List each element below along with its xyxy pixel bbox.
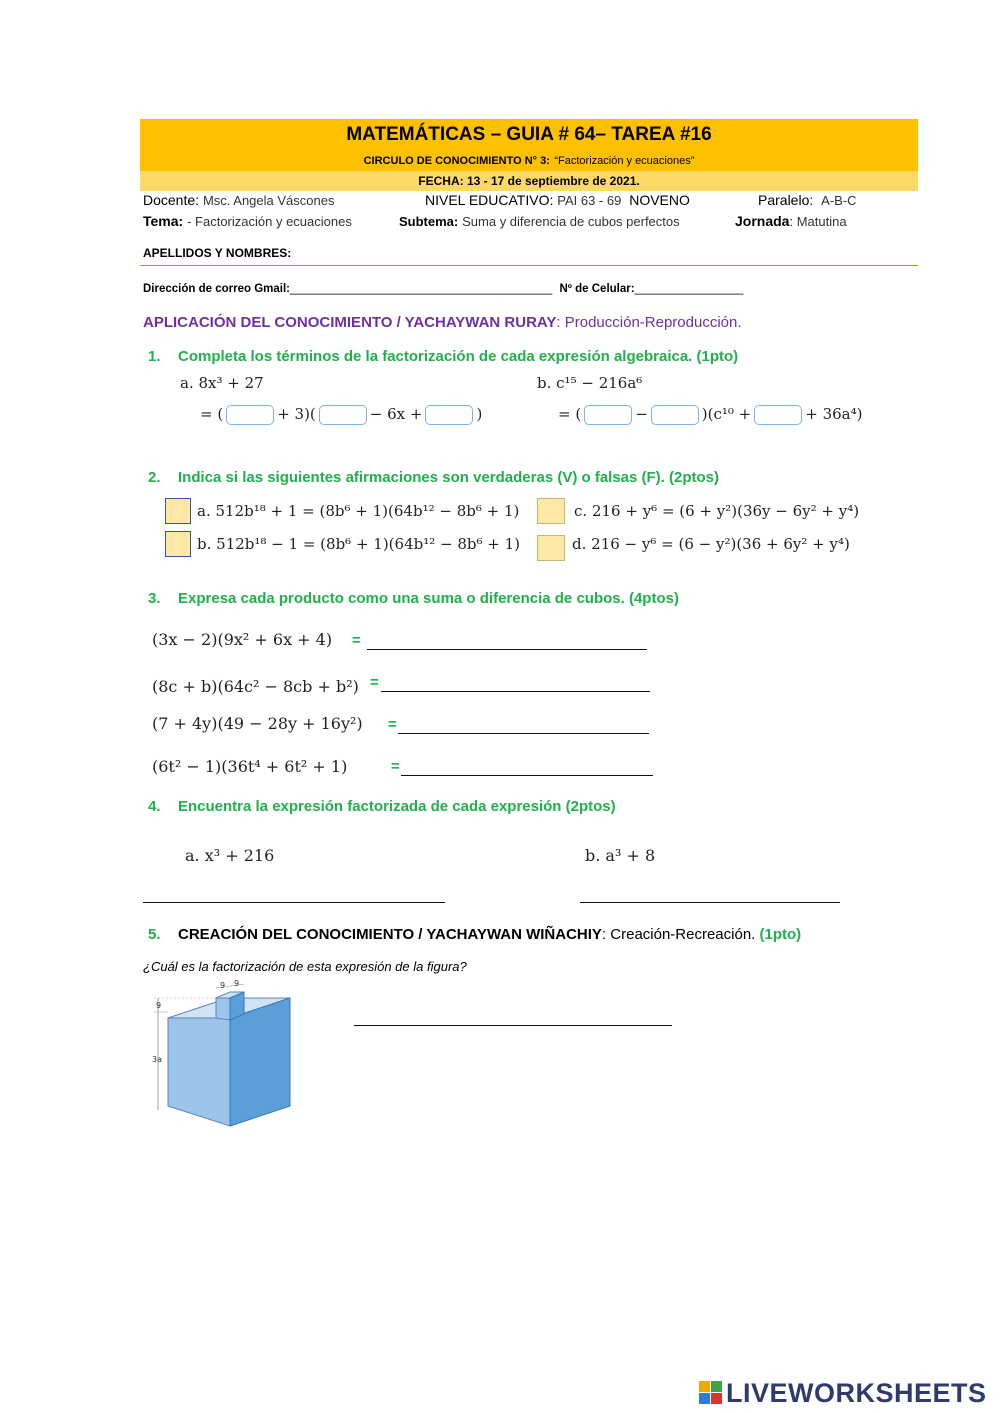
- q1-b-expr: c¹⁵ − 216a⁶: [556, 374, 643, 392]
- q2-a-expr: 512b¹⁸ + 1 = (8b⁶ + 1)(64b¹² − 8b⁶ + 1): [215, 502, 520, 520]
- big-cube-side: [230, 998, 290, 1126]
- dim-label-small-top-2: 9: [234, 979, 240, 988]
- q4-b-expr: a³ + 8: [605, 846, 656, 865]
- q2-c: [574, 502, 859, 520]
- q1-a-answer: [200, 405, 482, 425]
- nivel-label: NIVEL EDUCATIVO:: [425, 192, 554, 208]
- q1-b-part1: = (: [558, 405, 582, 423]
- q5-title-normal: : Creación-Recreación.: [601, 926, 756, 943]
- names-label: APELLIDOS Y NOMBRES:: [143, 246, 292, 260]
- q2-b-label: b.: [197, 535, 212, 553]
- q1-b-part3: )(c¹⁰ +: [701, 405, 752, 423]
- phone-field[interactable]: _________________: [634, 283, 744, 295]
- q1-a-label: a.: [180, 374, 194, 392]
- q5-title: [178, 926, 801, 943]
- q2-a: [197, 502, 519, 520]
- q1-a-part4: ): [476, 405, 483, 423]
- jornada-label: Jornada: [735, 213, 790, 229]
- q1-b-label: b.: [537, 374, 552, 392]
- q3-item-1-answer-line[interactable]: [367, 632, 647, 650]
- q4-a: [185, 846, 274, 865]
- nivel-row: [425, 192, 690, 208]
- q2-c-answer-box[interactable]: [537, 498, 565, 524]
- q4-b-label: b.: [585, 846, 601, 865]
- q2-d-answer-box[interactable]: [537, 535, 565, 561]
- q1-a: [180, 374, 264, 392]
- subtema-label: Subtema:: [399, 214, 459, 229]
- liveworksheets-logo-text: LIVEWORKSHEETS: [726, 1378, 987, 1408]
- q2-text: Indica si las siguientes afirmaciones son verdaderas (V) o falsas (F). (2ptos): [178, 469, 720, 486]
- jornada-value: : Matutina: [789, 214, 847, 229]
- jornada-row: [735, 213, 847, 229]
- q1-a-input-1[interactable]: [226, 405, 274, 425]
- q5-points: (1pto): [759, 926, 802, 943]
- q4-b: [585, 846, 655, 865]
- liveworksheets-logo: [698, 1380, 987, 1406]
- q3-item-1-eq: =: [352, 632, 361, 649]
- q3-item-2-expr: (8c + b)(64c² − 8cb + b²): [152, 677, 359, 696]
- subtema-value: Suma y diferencia de cubos perfectos: [462, 214, 680, 229]
- q1-a-expr: 8x³ + 27: [198, 374, 264, 392]
- circle-value: “Factorización y ecuaciones”: [554, 155, 695, 167]
- phone-label: Nº de Celular:: [559, 283, 635, 295]
- q4-a-expr: x³ + 216: [204, 846, 275, 865]
- q2-number: 2.: [148, 469, 161, 486]
- worksheet-title: MATEMÁTICAS – GUIA # 64– TAREA #16: [346, 124, 712, 145]
- email-field[interactable]: _________________________________________: [290, 283, 553, 295]
- q1-number: 1.: [148, 348, 161, 365]
- header-circle-band: [140, 151, 918, 171]
- q2-c-label: c.: [574, 502, 588, 520]
- date-text: FECHA: 13 - 17 de septiembre de 2021.: [418, 174, 640, 188]
- section-title-bold: APLICACIÓN DEL CONOCIMIENTO / YACHAYWAN RURAY: [143, 314, 557, 331]
- small-cube-front: [216, 998, 230, 1020]
- q2-b: [197, 535, 520, 553]
- q4-text: Encuentra la expresión factorizada de cada expresión (2ptos): [178, 798, 616, 815]
- q3-item-4-eq: =: [391, 758, 400, 775]
- q1-b-input-1[interactable]: [584, 405, 632, 425]
- q4-b-answer-line[interactable]: [580, 887, 840, 903]
- section-title: [143, 314, 742, 331]
- q1-b: [537, 374, 642, 392]
- q5-answer-line[interactable]: [354, 1010, 672, 1026]
- subtema-row: [399, 213, 680, 229]
- nivel-grade: NOVENO: [629, 192, 690, 208]
- q3-item-4-answer-line[interactable]: [401, 758, 653, 776]
- q1-a-part2: + 3)(: [277, 405, 316, 423]
- paralelo-row: [758, 192, 857, 208]
- q1-b-part2: −: [635, 405, 648, 423]
- q3-item-2-eq: =: [370, 674, 379, 691]
- q4-number: 4.: [148, 798, 161, 815]
- liveworksheets-logo-icon: [698, 1380, 724, 1406]
- q1-a-input-2[interactable]: [319, 405, 367, 425]
- paralelo-value: A-B-C: [821, 193, 857, 208]
- dim-label-small-side: 9: [156, 1001, 162, 1010]
- q3-number: 3.: [148, 590, 161, 607]
- q2-b-expr: 512b¹⁸ − 1 = (8b⁶ + 1)(64b¹² − 8b⁶ + 1): [216, 535, 521, 553]
- q1-a-part3: − 6x +: [369, 405, 423, 423]
- cube-figure: [150, 978, 300, 1133]
- section-title-normal: : Producción-Reproducción.: [556, 314, 742, 331]
- header-date-band: [140, 171, 918, 191]
- q1-text: Completa los términos de la factorización de cada expresión algebraica. (1pto): [178, 348, 739, 365]
- q2-a-label: a.: [197, 502, 211, 520]
- big-cube-front: [168, 1018, 230, 1126]
- docente-label: Docente:: [143, 192, 200, 208]
- email-row: [143, 283, 743, 295]
- q5-number: 5.: [148, 926, 161, 943]
- q2-a-answer-box[interactable]: [165, 498, 191, 524]
- docente-value: Msc. Angela Váscones: [202, 193, 335, 208]
- header-title-band: [140, 119, 918, 151]
- q3-item-2-answer-line[interactable]: [381, 674, 650, 692]
- q3-item-4-expr: (6t² − 1)(36t⁴ + 6t² + 1): [152, 757, 348, 776]
- q3-item-1-expr: (3x − 2)(9x² + 6x + 4): [152, 630, 333, 649]
- q1-b-part4: + 36a⁴): [805, 405, 863, 423]
- q2-c-expr: 216 + y⁶ = (6 + y²)(36y − 6y² + y⁴): [591, 502, 860, 520]
- q4-a-answer-line[interactable]: [143, 887, 445, 903]
- email-label: Dirección de correo Gmail:: [143, 283, 290, 295]
- q1-a-input-3[interactable]: [425, 405, 473, 425]
- q1-b-answer: [558, 405, 862, 425]
- circle-label: CIRCULO DE CONOCIMIENTO N° 3:: [363, 155, 550, 167]
- dim-label-large: 3a: [152, 1055, 162, 1064]
- q4-a-label: a.: [185, 846, 200, 865]
- q2-d-expr: 216 − y⁶ = (6 − y²)(36 + 6y² + y⁴): [591, 535, 850, 553]
- paralelo-label: Paralelo:: [758, 192, 814, 208]
- q3-item-3-eq: =: [388, 716, 397, 733]
- names-field-line[interactable]: [140, 265, 918, 266]
- q2-b-answer-box[interactable]: [165, 531, 191, 557]
- q5-title-bold: CREACIÓN DEL CONOCIMIENTO / YACHAYWAN WIÑACHIY: [178, 926, 602, 943]
- q5-question: ¿Cuál es la factorización de esta expresión de la figura?: [143, 959, 467, 974]
- tema-row: [143, 213, 352, 229]
- q1-b-input-2[interactable]: [651, 405, 699, 425]
- q1-a-part1: = (: [200, 405, 224, 423]
- q2-d-label: d.: [572, 535, 587, 553]
- tema-label: Tema:: [143, 213, 184, 229]
- dim-label-small-top: 9: [220, 981, 226, 990]
- tema-value: - Factorización y ecuaciones: [187, 214, 352, 229]
- q3-text: Expresa cada producto como una suma o diferencia de cubos. (4ptos): [178, 590, 679, 607]
- docente-row: [143, 192, 334, 208]
- q3-item-3-expr: (7 + 4y)(49 − 28y + 16y²): [152, 714, 363, 733]
- q2-d: [572, 535, 850, 553]
- q1-b-input-3[interactable]: [754, 405, 802, 425]
- q3-item-3-answer-line[interactable]: [398, 716, 649, 734]
- nivel-value: PAI 63 - 69: [557, 193, 622, 208]
